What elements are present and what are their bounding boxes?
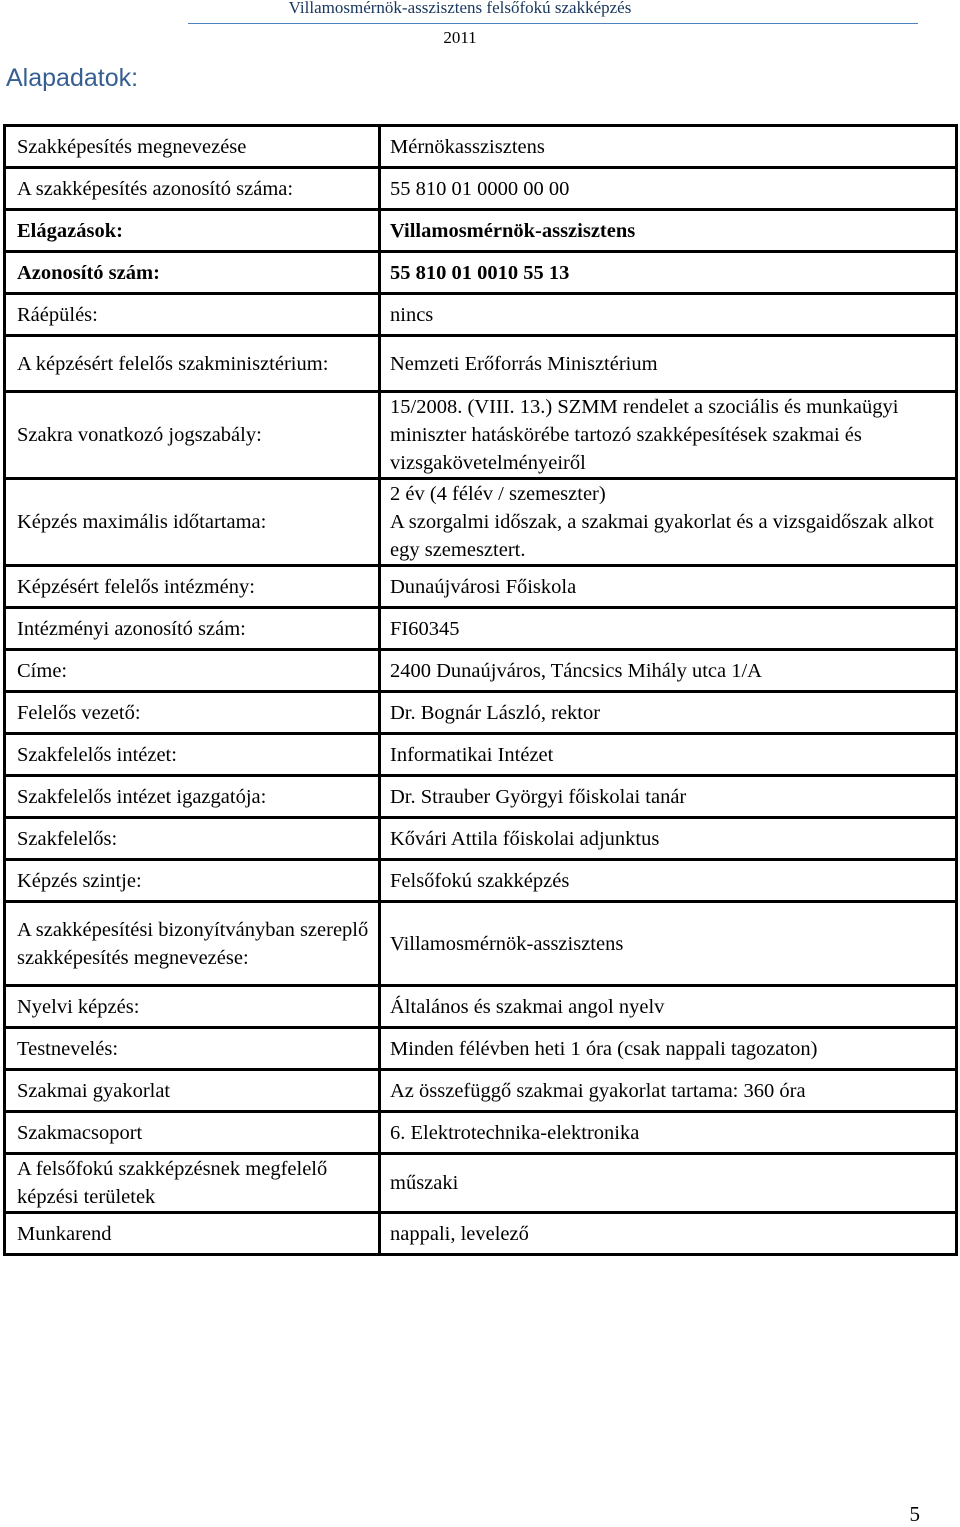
table-row <box>5 566 957 608</box>
row-value: FI60345 <box>380 608 957 650</box>
row-value: 55 810 01 0000 00 00 <box>380 168 957 210</box>
row-label: Szakmacsoport <box>5 1112 380 1154</box>
table-row <box>5 734 957 776</box>
row-value <box>380 479 957 566</box>
table-row <box>5 294 957 336</box>
row-value: 6. Elektrotechnika-elektronika <box>380 1112 957 1154</box>
row-label: A szakképesítési bizonyítványban szereplő szakképesítés megnevezése: <box>5 902 380 986</box>
row-label: Címe: <box>5 650 380 692</box>
row-value: Az összefüggő szakmai gyakorlat tartama: 360 óra <box>380 1070 957 1112</box>
table-row <box>5 1213 957 1255</box>
row-label: Felelős vezető: <box>5 692 380 734</box>
row-label: Képzés maximális időtartama: <box>5 479 380 566</box>
row-value: 55 810 01 0010 55 13 <box>380 252 957 294</box>
table-row <box>5 336 957 392</box>
row-value: Kővári Attila főiskolai adjunktus <box>380 818 957 860</box>
row-value: Dr. Strauber Györgyi főiskolai tanár <box>380 776 957 818</box>
table-row <box>5 608 957 650</box>
row-value: Informatikai Intézet <box>380 734 957 776</box>
table-row <box>5 126 957 168</box>
table-row <box>5 902 957 986</box>
row-label: Szakfelelős intézet: <box>5 734 380 776</box>
row-label: Szakfelelős: <box>5 818 380 860</box>
row-value: Minden félévben heti 1 óra (csak nappali tagozaton) <box>380 1028 957 1070</box>
basic-data-rows <box>5 126 957 1255</box>
row-value: Felsőfokú szakképzés <box>380 860 957 902</box>
table-row <box>5 1028 957 1070</box>
row-label: Ráépülés: <box>5 294 380 336</box>
row-value: Nemzeti Erőforrás Minisztérium <box>380 336 957 392</box>
table-row <box>5 168 957 210</box>
basic-data-table <box>3 124 958 1256</box>
row-value: Villamosmérnök-asszisztens <box>380 902 957 986</box>
row-label: Nyelvi képzés: <box>5 986 380 1028</box>
row-value: Általános és szakmai angol nyelv <box>380 986 957 1028</box>
row-value: műszaki <box>380 1154 957 1213</box>
row-value: Dr. Bognár László, rektor <box>380 692 957 734</box>
header-rule <box>188 23 918 24</box>
row-label: Elágazások: <box>5 210 380 252</box>
table-row <box>5 818 957 860</box>
table-row <box>5 210 957 252</box>
table-row <box>5 252 957 294</box>
section-heading: Alapadatok: <box>6 64 139 92</box>
table-row <box>5 860 957 902</box>
row-label: A szakképesítés azonosító száma: <box>5 168 380 210</box>
page-number: 5 <box>909 1502 920 1526</box>
table-row <box>5 1154 957 1213</box>
table-row <box>5 986 957 1028</box>
row-label: Munkarend <box>5 1213 380 1255</box>
row-value: Dunaújvárosi Főiskola <box>380 566 957 608</box>
row-value: nappali, levelező <box>380 1213 957 1255</box>
row-value-line: 2 év (4 félév / szemeszter) <box>390 483 606 505</box>
table-row <box>5 776 957 818</box>
row-label: Intézményi azonosító szám: <box>5 608 380 650</box>
table-row <box>5 692 957 734</box>
row-label: Szakképesítés megnevezése <box>5 126 380 168</box>
row-label: Szakra vonatkozó jogszabály: <box>5 392 380 479</box>
table-row <box>5 650 957 692</box>
table-row <box>5 392 957 479</box>
row-value-line: A szorgalmi időszak, a szakmai gyakorlat és a vizsgaidőszak alkot egy szemesztert. <box>390 511 934 561</box>
table-row <box>5 1112 957 1154</box>
running-header-year: 2011 <box>443 28 477 47</box>
table-row <box>5 1070 957 1112</box>
table-row <box>5 479 957 566</box>
row-value: 2400 Dunaújváros, Táncsics Mihály utca 1/A <box>380 650 957 692</box>
row-value: 15/2008. (VIII. 13.) SZMM rendelet a szociális és munkaügyi miniszter hatáskörébe tartozó szakképesítések szakmai és vizsgakövetelményeiről <box>380 392 957 479</box>
row-value: Mérnökasszisztens <box>380 126 957 168</box>
row-label: Szakfelelős intézet igazgatója: <box>5 776 380 818</box>
running-header-title: Villamosmérnök-asszisztens felsőfokú szakképzés <box>288 0 632 17</box>
row-value: nincs <box>380 294 957 336</box>
row-label: Azonosító szám: <box>5 252 380 294</box>
row-label: A felsőfokú szakképzésnek megfelelő képzési területek <box>5 1154 380 1213</box>
row-value: Villamosmérnök-asszisztens <box>380 210 957 252</box>
row-label: Képzésért felelős intézmény: <box>5 566 380 608</box>
row-label: Szakmai gyakorlat <box>5 1070 380 1112</box>
row-label: Képzés szintje: <box>5 860 380 902</box>
row-label: Testnevelés: <box>5 1028 380 1070</box>
row-label: A képzésért felelős szakminisztérium: <box>5 336 380 392</box>
